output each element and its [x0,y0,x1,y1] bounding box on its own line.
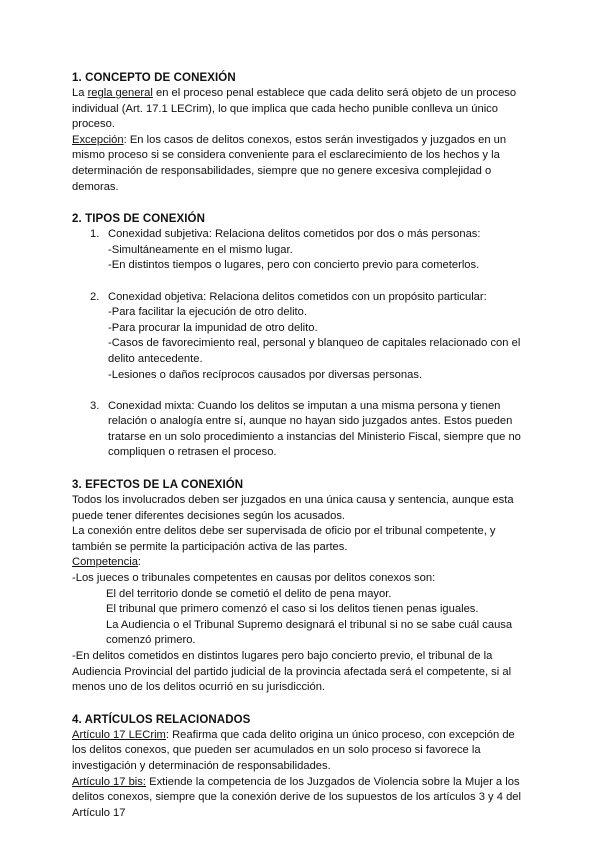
paragraph-competencia [72,555,528,571]
paragraph-articulo-17-bis [72,775,528,822]
text: en el proceso penal establece que cada delito será objeto de un proceso individual (Art. 17.1 LECrim), lo que implica que cada hecho punible conlleva un único proceso. [72,87,517,131]
section-title: 3. EFECTOS DE LA CONEXIÓN [72,479,244,492]
text: Extiende la competencia de los Juzgados de Violencia sobre la Mujer a los delitos conexos, siempre que la conexión derive de los supuestos de los artículos 3 y 4 del Artículo 17 [72,775,522,819]
underlined-term: Artículo 17 LECrim [72,728,166,741]
spacer [72,274,528,290]
indented-item: La Audiencia o el Tribunal Supremo designará el tribunal si no se sabe cuál causa comenzó primero. [106,618,513,647]
section-title: 1. CONCEPTO DE CONEXIÓN [72,72,236,84]
section-articulos [72,712,528,822]
sub-item: -Casos de favorecimiento real, personal y blanqueo de capitales relacionado con el delito antecedente. [108,337,521,365]
list-number: 2. [90,290,100,303]
section-title: 2. TIPOS DE CONEXIÓN [72,213,205,226]
underlined-term: Competencia [72,556,138,569]
paragraph: Todos los involucrados deben ser juzgados en una única causa y sentencia, aunque esta puede tener diferentes decisiones según los acusados. [72,494,514,522]
section-tipos [72,211,528,461]
indented-item: El del territorio donde se cometió el delito de pena mayor. [106,587,392,600]
sub-item: -Simultáneamente en el mismo lugar. [108,243,293,256]
paragraph: La conexión entre delitos debe ser supervisada de oficio por el tribunal competente, y también se permite la participación activa de las partes. [72,525,496,553]
section-concepto [72,70,528,195]
item-heading: Conexidad mixta: Cuando los delitos se imputan a una misma persona y tienen relación o analogía entre sí, aunque no hayan sido juzgados antes. Estos pueden tratarse en un solo procedimiento a instancias del Ministerio Fiscal, siempre que no compliquen o retrasen el proceso. [108,399,521,459]
text: La [72,87,88,99]
section-efectos [72,477,528,696]
sub-item: -Para facilitar la ejecución de otro delito. [108,306,307,319]
text: : En los casos de delitos conexos, estos serán investigados y juzgados en un mismo proceso si se considera conveniente para el esclarecimiento de los hechos y la determinación de responsabilidades, siempre que no genere excesiva complejidad o demoras. [72,133,507,193]
sub-item: -En distintos tiempos o lugares, pero con concierto previo para cometerlos. [108,259,480,272]
sub-item: -Para procurar la impunidad de otro delito. [108,321,318,334]
indented-item: El tribunal que primero comenzó el caso si los delitos tienen penas iguales. [106,603,479,616]
text: : [137,556,142,569]
sub-item: -Lesiones o daños recíprocos causados por diversas personas. [108,368,423,381]
paragraph-regla-general [72,86,528,133]
paragraph-excepcion [72,133,528,195]
paragraph-articulo-17 [72,728,528,775]
list-item [72,290,528,384]
list-number: 1. [90,228,100,241]
document-page [72,70,528,837]
item-heading: Conexidad objetiva: Relaciona delitos cometidos con un propósito particular: [108,290,487,303]
text: : Reafirma que cada delito origina un único proceso, con excepción de los delitos conexos, que pueden ser acumulados en un solo proceso si favorece la investigación y determinación de responsabilidades. [72,728,515,772]
underlined-term: Artículo 17 bis: [72,775,146,788]
underlined-term: Excepción [72,133,124,146]
section-title: 4. ARTÍCULOS RELACIONADOS [72,713,251,726]
paragraph: -Los jueces o tribunales competentes en causas por delitos conexos son: [72,572,436,585]
list-item [72,399,528,461]
underlined-term: regla general [87,87,153,99]
spacer [72,383,528,399]
paragraph: -En delitos cometidos en distintos lugares pero bajo concierto previo, el tribunal de la Audiencia Provincial del partido judicial de la provincia afectada será el competente, si al menos uno de los delitos ocurrió en su jurisdicción. [72,650,512,694]
list-item [72,227,528,274]
list-number: 3. [90,399,100,412]
item-heading: Conexidad subjetiva: Relaciona delitos cometidos por dos o más personas: [108,228,481,241]
